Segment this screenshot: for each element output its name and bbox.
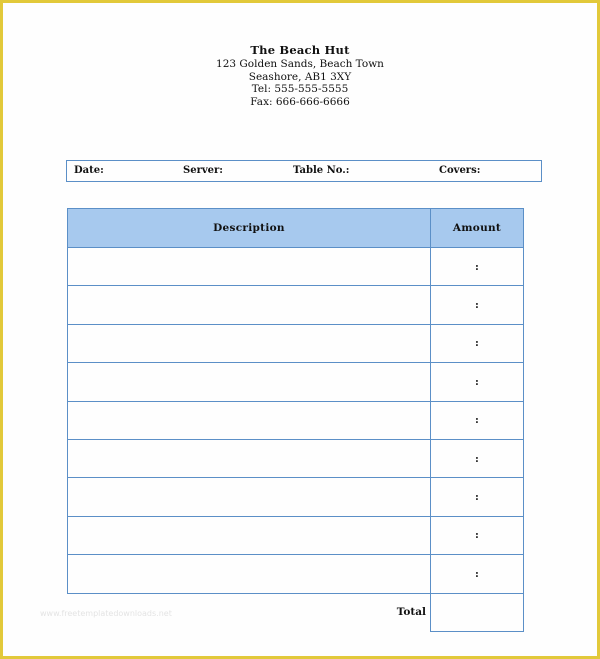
description-cell[interactable]: [68, 401, 431, 439]
amount-cell[interactable]: :: [431, 555, 524, 593]
total-amount-cell[interactable]: [431, 593, 524, 631]
watermark: www.freetemplatedownloads.net: [40, 609, 172, 618]
table-row: [68, 401, 524, 439]
business-name: The Beach Hut: [250, 43, 350, 57]
business-header: [0, 42, 600, 108]
table-row: [68, 555, 524, 593]
table-row: [68, 516, 524, 554]
table-row: [68, 478, 524, 516]
table-row: [68, 363, 524, 401]
date-label: Date:: [74, 165, 104, 176]
address-line-2: Seashore, AB1 3XY: [248, 70, 352, 83]
amount-cell[interactable]: :: [431, 286, 524, 324]
amount-cell[interactable]: :: [431, 478, 524, 516]
description-cell[interactable]: [68, 478, 431, 516]
table-header-row: [68, 209, 524, 248]
description-header: Description: [68, 209, 431, 248]
description-cell[interactable]: [68, 363, 431, 401]
table-row: [68, 248, 524, 286]
description-cell[interactable]: [68, 324, 431, 362]
address-line-1: 123 Golden Sands, Beach Town: [216, 58, 384, 70]
table-number-label: Table No.:: [293, 165, 350, 176]
items-table: [67, 208, 524, 632]
table-row: [68, 324, 524, 362]
amount-cell[interactable]: :: [431, 363, 524, 401]
telephone: Tel: 555-555-5555: [251, 83, 349, 95]
description-cell[interactable]: [68, 248, 431, 286]
total-label: Total: [396, 606, 426, 619]
amount-cell[interactable]: :: [431, 401, 524, 439]
description-cell[interactable]: [68, 439, 431, 477]
server-label: Server:: [183, 165, 223, 176]
amount-cell[interactable]: :: [431, 439, 524, 477]
description-cell[interactable]: [68, 516, 431, 554]
amount-cell[interactable]: :: [431, 248, 524, 286]
amount-header: Amount: [431, 209, 524, 248]
description-cell[interactable]: [68, 286, 431, 324]
covers-label: Covers:: [439, 165, 481, 176]
amount-cell[interactable]: :: [431, 324, 524, 362]
description-cell[interactable]: [68, 555, 431, 593]
amount-cell[interactable]: :: [431, 516, 524, 554]
table-row: [68, 286, 524, 324]
order-info-bar: [66, 160, 542, 182]
table-row: [68, 439, 524, 477]
fax: Fax: 666-666-6666: [250, 95, 350, 108]
